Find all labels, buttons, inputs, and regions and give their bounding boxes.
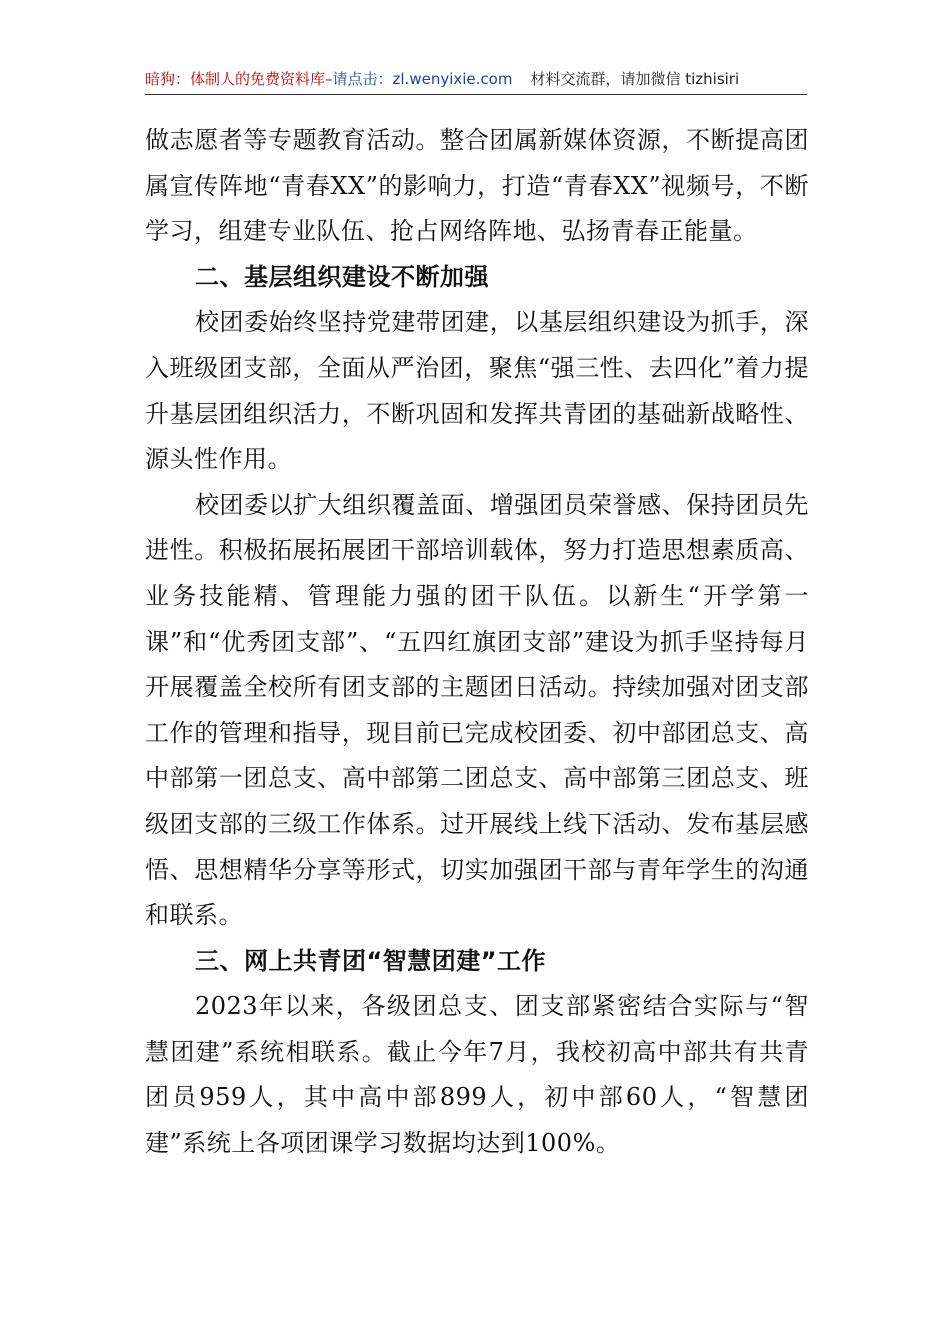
header-contact: 材料交流群，请加微信 tizhisiri <box>530 70 740 88</box>
section-heading-3: 三、网上共青团“智慧团建”工作 <box>195 946 547 975</box>
paragraph-intro-continued: 做志愿者等专题教育活动。整合团属新媒体资源，不断提高团属宣传阵地“青春XX”的影响力，打造“青春XX”视频号，不断学习，组建专业队伍、抢占网络阵地、弘扬青春正能量。 <box>145 126 809 246</box>
paragraph-section-2-2: 校团委以扩大组织覆盖面、增强团员荣誉感、保持团员先进性。积极拓展拓展团干部培训载体，努力打造思想素质高、业务技能精、管理能力强的团干队伍。以新生“开学第一课”和“优秀团支部”、“五四红旗团支部”建设为抓手坚持每月开展覆盖全校所有团支部的主题团日活动。持续加强对团支部工作的管理和指导，现目前已完成校团委、初中部团总支、高中部第一团总支、高中部第二团总支、高中部第三团总支、班级团支部的三级工作体系。过开展线上线下活动、发布基层感悟、思想精华分享等形式，切实加强团干部与青年学生的沟通和联系。 <box>145 490 809 930</box>
paragraph-section-2-1: 校团委始终坚持党建带团建，以基层组织建设为抓手，深入班级团支部，全面从严治团，聚焦“强三性、去四化”着力提升基层团组织活力，不断巩固和发挥共青团的基础新战略性、源头性作用。 <box>145 308 809 474</box>
section-heading-2: 二、基层组织建设不断加强 <box>195 262 489 291</box>
document-body <box>145 118 809 1167</box>
header-link[interactable]: –请点击：zl.wenyixie.com <box>325 70 513 88</box>
page-header <box>145 68 807 95</box>
paragraph-section-3-1: 2023年以来，各级团总支、团支部紧密结合实际与“智慧团建”系统相联系。截止今年7月，我校初高中部共有共青团员959人，其中高中部899人，初中部60人，“智慧团建”系统上各项团课学习数据均达到100%。 <box>145 992 809 1158</box>
header-brand: 暗狗：体制人的免费资料库 <box>145 70 326 88</box>
